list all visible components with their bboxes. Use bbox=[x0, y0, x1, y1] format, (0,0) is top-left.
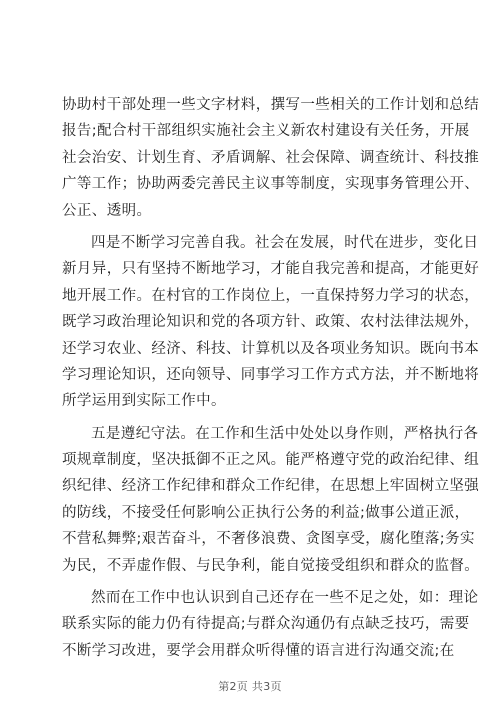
text-line: 然而在工作中也认识到自己还存在一些不足之处，如：理论 bbox=[91, 590, 479, 607]
text-line: 的防线，不接受任何影响公正执行公务的利益;做事公道正派， bbox=[62, 504, 470, 521]
text-line: 四是不断学习完善自我。社会在发展，时代在进步，变化日 bbox=[91, 234, 479, 251]
text-line: 协助村干部处理一些文字材料，撰写一些相关的工作计划和总结 bbox=[62, 97, 480, 113]
text-line: 不营私舞弊;艰苦奋斗，不奢侈浪费、贪图享受，腐化堕落;务实 bbox=[62, 531, 475, 548]
text-line: 为民，不弄虚作假、与民争利，能自觉接受组织和群众的监督。 bbox=[62, 557, 480, 574]
text-line: 五是遵纪守法。在工作和生活中处处以身作则，严格执行各 bbox=[91, 425, 479, 442]
text-line: 不断学习改进，要学会用群众听得懂的语言进行沟通交流;在 bbox=[62, 642, 455, 659]
page-number-footer: 第2页 共3页 bbox=[218, 680, 282, 693]
paragraph-continuation bbox=[62, 92, 480, 224]
text-line: 新月异，只有坚持不断地学习，才能自我完善和提高，才能更好 bbox=[62, 261, 480, 278]
text-line: 既学习政治理论知识和党的各项方针、政策、农村法律法规外， bbox=[62, 314, 480, 331]
text-line: 地开展工作。在村官的工作岗位上，一直保持努力学习的状态， bbox=[62, 287, 480, 304]
text-line: 还学习农业、经济、科技、计算机以及各项业务知识。既向书本 bbox=[62, 340, 480, 357]
paragraph-five bbox=[62, 421, 480, 579]
text-line: 联系实际的能力仍有待提高;与群众沟通仍有点缺乏技巧，需要 bbox=[62, 616, 470, 633]
text-line: 所学运用到实际工作中。 bbox=[62, 393, 226, 410]
text-line: 广等工作；协助两委完善民主议事等制度，实现事务管理公开、 bbox=[62, 176, 480, 193]
text-line: 项规章制度，坚决抵御不正之风。能严格遵守党的政治纪律、组 bbox=[62, 452, 480, 469]
document-body bbox=[62, 92, 480, 670]
text-line: 织纪律、经济工作纪律和群众工作纪律，在思想上牢固树立坚强 bbox=[62, 478, 480, 495]
paragraph-four bbox=[62, 230, 480, 415]
text-line: 报告;配合村干部组织实施社会主义新农村建设有关任务，开展 bbox=[62, 123, 470, 140]
paragraph-however bbox=[62, 585, 479, 664]
text-line: 社会治安、计划生育、矛盾调解、社会保障、调查统计、科技推 bbox=[62, 149, 480, 166]
text-line: 学习理论知识，还向领导、同事学习工作方式方法，并不断地将 bbox=[62, 366, 480, 383]
text-line: 公正、透明。 bbox=[62, 202, 152, 219]
